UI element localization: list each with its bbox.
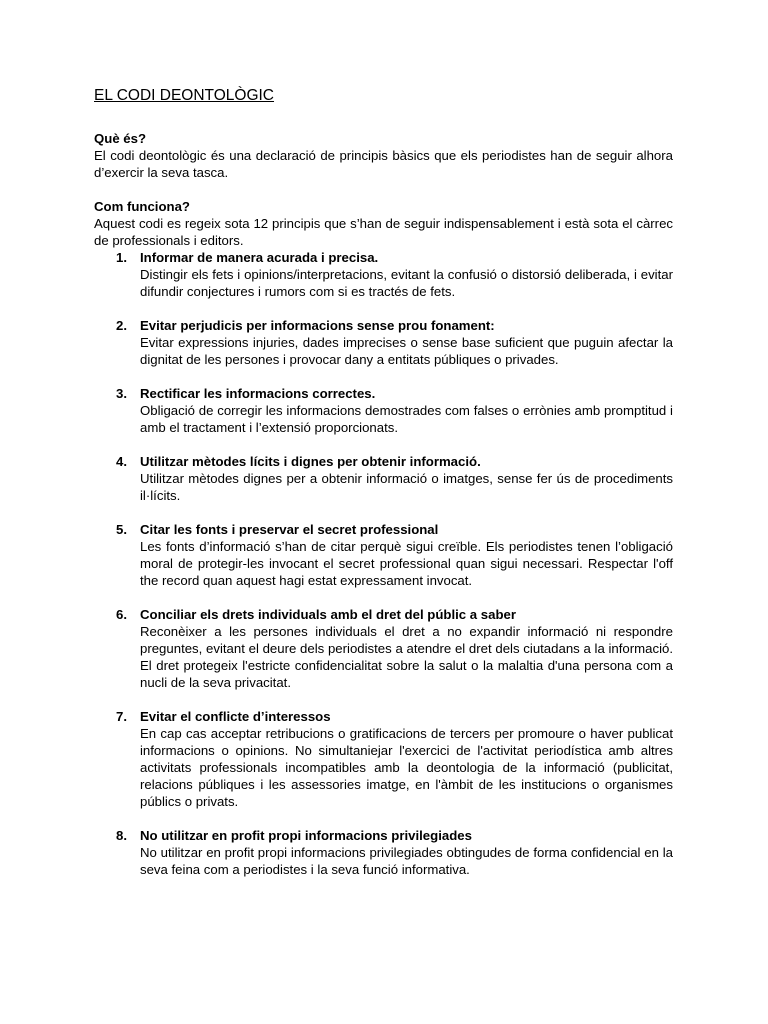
- principle-description: Distingir els fets i opinions/interpretacions, evitant la confusió o distorsió deliberada, i evitar difundir conjectures i rumors com si es tractés de fets.: [140, 267, 673, 299]
- list-item: [94, 606, 673, 691]
- principle-description: Utilitzar mètodes dignes per a obtenir informació o imatges, sense fer ús de procediments il·lícits.: [140, 471, 673, 503]
- list-item: [94, 249, 673, 300]
- principle-description: Obligació de corregir les informacions demostrades com falses o errònies amb promptitud i amb el tractament i l’extensió proporcionats.: [140, 403, 673, 435]
- principle-title: Rectificar les informacions correctes.: [140, 386, 376, 401]
- principle-number: 8.: [116, 828, 127, 843]
- principle-title: Informar de manera acurada i precisa.: [140, 250, 379, 265]
- section-body: El codi deontològic és una declaració de principis bàsics que els periodistes han de seguir alhora d’exercir la seva tasca.: [94, 148, 673, 180]
- principle-description: Les fonts d’informació s’han de citar perquè sigui creïble. Els periodistes tenen l’obligació moral de protegir-les invocant el secret professional quan sigui necessari. Respectar l'off the record quan aquest hagi estat expressament invocat.: [140, 539, 673, 588]
- principles-list: [94, 249, 673, 878]
- section-body: Aquest codi es regeix sota 12 principis que s’han de seguir indispensablement i està sota el càrrec de professionals i editors.: [94, 216, 673, 248]
- principle-number: 1.: [116, 250, 127, 265]
- principle-title: Evitar el conflicte d’interessos: [140, 709, 331, 724]
- principle-title: No utilitzar en profit propi informacions privilegiades: [140, 828, 472, 843]
- list-item: [94, 827, 673, 878]
- list-item: [94, 317, 673, 368]
- principle-description: Evitar expressions injuries, dades imprecises o sense base suficient que puguin afectar la dignitat de les persones i provocar dany a entitats públiques o privades.: [140, 335, 673, 367]
- principle-title: Evitar perjudicis per informacions sense prou fonament:: [140, 318, 495, 333]
- page-title: EL CODI DEONTOLÒGIC: [94, 87, 275, 104]
- principle-description: Reconèixer a les persones individuals el dret a no expandir informació ni respondre preguntes, evitant el deure dels periodistes a atendre el dret dels ciutadans a la informació. El dret protegeix l'estricte confidencialitat sobre la salut o la malaltia d'una persona com a nucli de la seva privacitat.: [140, 624, 673, 690]
- principle-number: 5.: [116, 522, 127, 537]
- principle-description: En cap cas acceptar retribucions o gratificacions de tercers per promoure o haver publicat informacions o opinions. No simultaniejar l'exercici de l'activitat periodística amb altres activitats professionals incompatibles amb la deontologia de la informació (publicitat, relacions públiques i les assessories imatge, en l'àmbit de les institucions o organismes públics o privats.: [140, 726, 673, 809]
- principle-number: 2.: [116, 318, 127, 333]
- principle-title: Conciliar els drets individuals amb el dret del públic a saber: [140, 607, 516, 622]
- list-item: [94, 521, 673, 589]
- list-item: [94, 708, 673, 810]
- principle-number: 7.: [116, 709, 127, 724]
- principle-description: No utilitzar en profit propi informacions privilegiades obtingudes de forma confidencial en la seva feina com a periodistes i la seva funció informativa.: [140, 845, 673, 877]
- principle-number: 4.: [116, 454, 127, 469]
- section-how-it-works: [94, 198, 673, 249]
- principle-number: 3.: [116, 386, 127, 401]
- list-item: [94, 385, 673, 436]
- section-what-is: [94, 130, 673, 181]
- document-page: [94, 86, 673, 895]
- section-heading: Com funciona?: [94, 199, 190, 214]
- principle-number: 6.: [116, 607, 127, 622]
- principle-title: Utilitzar mètodes lícits i dignes per obtenir informació.: [140, 454, 481, 469]
- list-item: [94, 453, 673, 504]
- section-heading: Què és?: [94, 131, 147, 146]
- principle-title: Citar les fonts i preservar el secret professional: [140, 522, 439, 537]
